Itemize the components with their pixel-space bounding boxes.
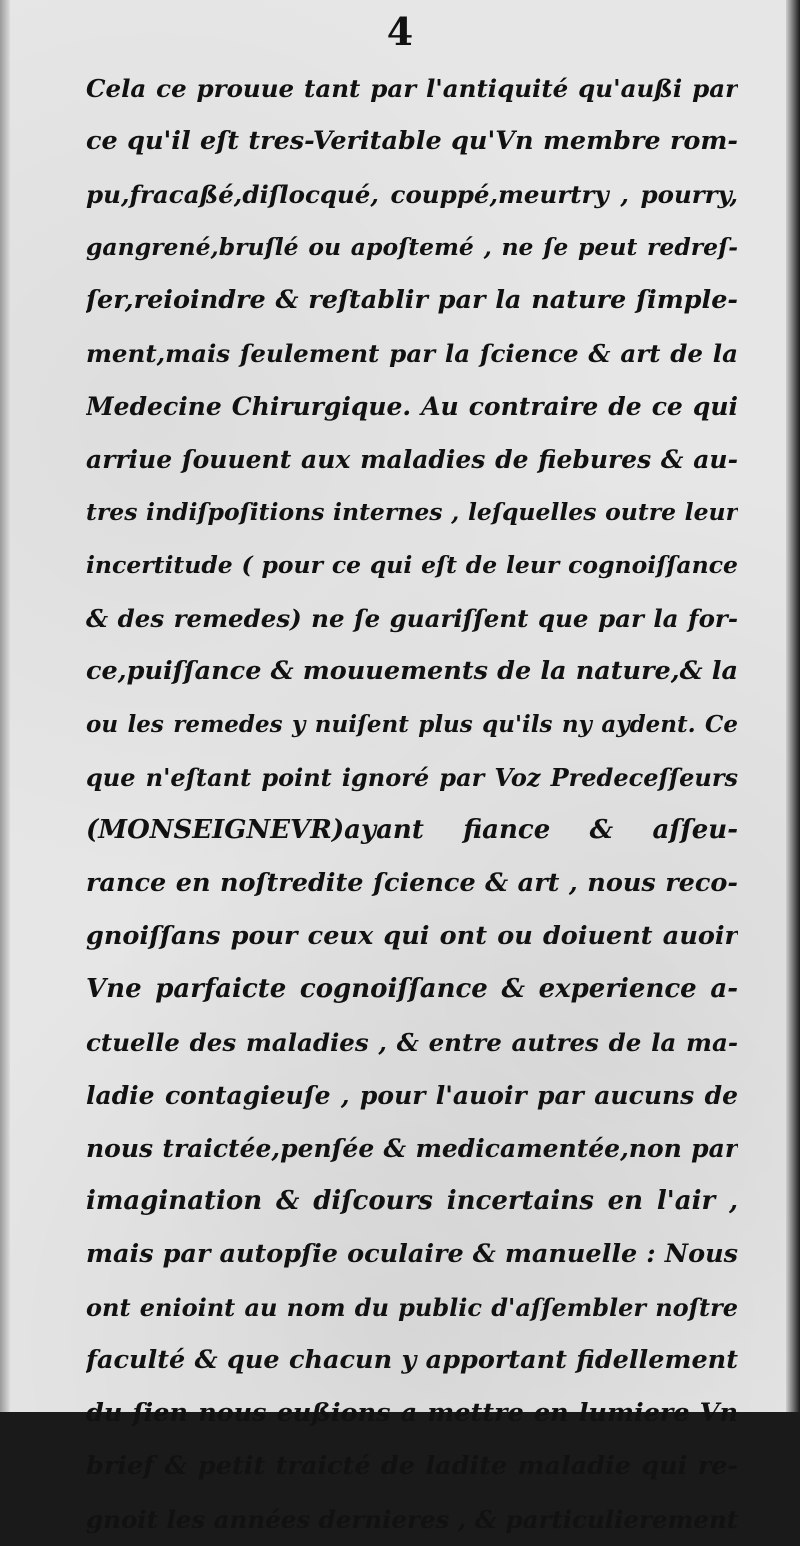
text-line: arriue ſouuent aux maladies de fiebures & au-	[86, 445, 738, 474]
text-line: ce,puiſſance & mouuements de la nature,& la	[86, 656, 738, 686]
page-number: 4	[386, 9, 414, 54]
text-line: & des remedes) ne ſe guariſſent que par la for-	[86, 604, 738, 633]
text-line: gnoit les années dernieres , & particulierement	[86, 1505, 738, 1534]
text-line: incertitude ( pour ce qui eſt de leur cognoiſſance	[86, 551, 738, 579]
text-line: mais par autopſie oculaire & manuelle : Nous	[86, 1239, 738, 1269]
text-line: que n'eſtant point ignoré par Voz Predeceſſeurs	[86, 763, 738, 792]
text-line: du ſien nous eußions a mettre en lumiere Vn	[86, 1398, 738, 1428]
text-line: ou les remedes y nuiſent plus qu'ils ny aydent. Ce	[86, 711, 738, 738]
text-line: (MONSEIGNEVR)ayant fiance & aſſeu-	[86, 815, 738, 845]
text-line: gangrené,bruſlé ou apoſtemé , ne ſe peut redreſ-	[86, 233, 738, 261]
text-line: gnoiſſans pour ceux qui ont ou doiuent auoir	[86, 921, 738, 951]
text-line: ont enioint au nom du public d'aſſembler noſtre	[86, 1293, 738, 1322]
text-line: ce qu'il eſt tres-Veritable qu'Vn membre rom-	[86, 126, 738, 156]
body-text	[86, 62, 738, 1546]
text-line: ctuelle des maladies , & entre autres de la ma-	[86, 1028, 738, 1057]
text-line: Vne parfaicte cognoiſſance & experience a-	[86, 974, 738, 1004]
text-line: faculté & que chacun y apportant fidellement	[86, 1345, 738, 1375]
text-line: ſer,reioindre & reſtablir par la nature ſimple-	[86, 285, 738, 315]
text-line: tres indiſpoſitions internes , leſquelles outre leur	[86, 498, 738, 526]
text-line: ladie contagieuſe , pour l'auoir par aucuns de	[86, 1081, 738, 1110]
page-gutter-shadow	[0, 0, 10, 1412]
text-line: Medecine Chirurgique. Au contraire de ce qui	[86, 392, 738, 421]
text-line: nous traictée,penſée & medicamentée,non par	[86, 1134, 738, 1163]
page-edge-shadow	[786, 0, 800, 1412]
text-line: ment,mais ſeulement par la ſcience & art de la	[86, 339, 738, 368]
text-line: Cela ce prouue tant par l'antiquité qu'außi par	[86, 74, 738, 103]
text-line: imagination & diſcours incertains en l'air ,	[86, 1186, 738, 1216]
text-line: rance en noſtredite ſcience & art , nous reco-	[86, 868, 738, 898]
text-line: brief & petit traicté de ladite maladie qui re-	[86, 1451, 738, 1481]
text-line: pu,fracaßé,diſlocqué, couppé,meurtry , pourry,	[86, 180, 738, 209]
